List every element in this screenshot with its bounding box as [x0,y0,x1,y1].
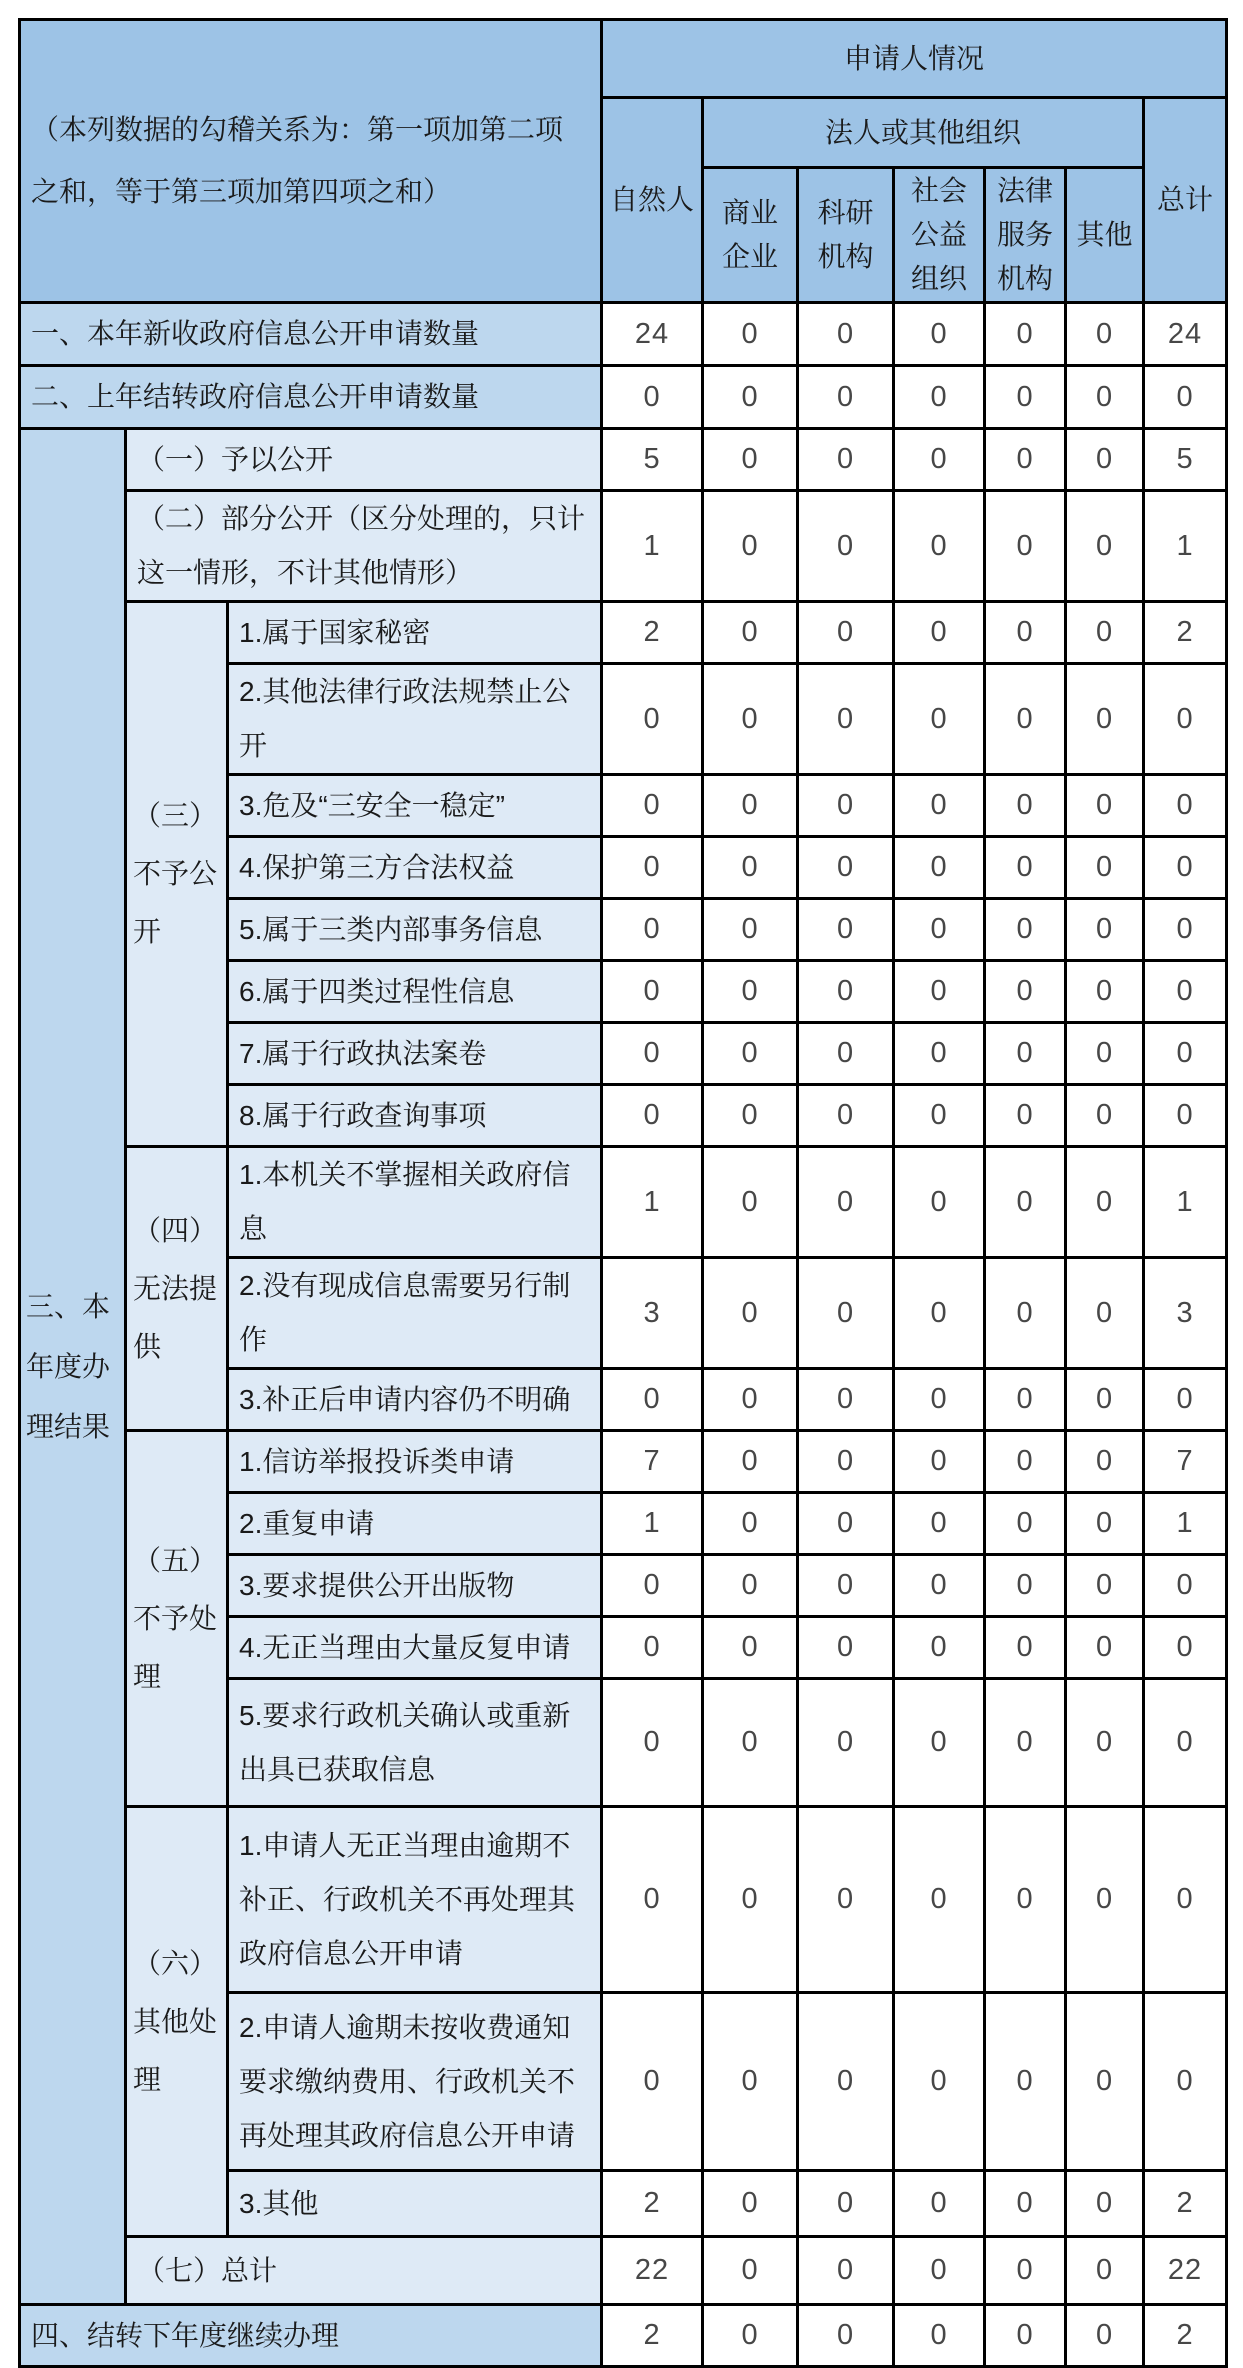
cell-value: 0 [985,491,1066,602]
cell-value: 0 [703,1023,798,1085]
cell-value: 0 [798,366,894,429]
cell-value: 0 [798,2171,894,2237]
cell-value: 0 [1066,1147,1144,1258]
cell-value: 0 [894,2237,985,2305]
cell-value: 0 [985,837,1066,899]
cell-value: 0 [1144,1993,1227,2171]
cell-value: 2 [602,2305,703,2367]
cell-value: 7 [602,1431,703,1493]
cell-value: 0 [894,1807,985,1993]
row-label: 1.属于国家秘密 [228,602,602,664]
cell-value: 0 [703,491,798,602]
cell-value: 0 [894,775,985,837]
row-label: 3.要求提供公开出版物 [228,1555,602,1617]
cell-value: 0 [985,602,1066,664]
row-label: 2.申请人逾期未按收费通知要求缴纳费用、行政机关不再处理其政府信息公开申请 [228,1993,602,2171]
cell-value: 0 [894,2171,985,2237]
row-label: （一）予以公开 [126,429,602,491]
cell-value: 0 [894,602,985,664]
cell-value: 0 [703,1085,798,1147]
cell-value: 0 [985,1258,1066,1369]
info-disclosure-table [18,18,1228,2368]
header-org-type-legal-service: 法律服务机构 [985,168,1066,303]
cell-value: 0 [798,1258,894,1369]
row-label: 1.申请人无正当理由逾期不补正、行政机关不再处理其政府信息公开申请 [228,1807,602,1993]
row-label: 2.重复申请 [228,1493,602,1555]
row-label: 一、本年新收政府信息公开申请数量 [20,303,602,366]
cell-value: 24 [602,303,703,366]
row-label: （二）部分公开（区分处理的，只计这一情形，不计其他情形） [126,491,602,602]
cell-value: 0 [1144,1807,1227,1993]
cell-value: 0 [1144,1679,1227,1807]
cell-value: 0 [798,303,894,366]
cell-value: 0 [985,1617,1066,1679]
cell-value: 0 [602,775,703,837]
header-total: 总计 [1144,98,1227,303]
cell-value: 0 [894,1431,985,1493]
header-org-type-business: 商业企业 [703,168,798,303]
cell-value: 0 [1066,1085,1144,1147]
cell-value: 0 [985,664,1066,775]
cell-value: 0 [602,1807,703,1993]
cell-value: 0 [894,1679,985,1807]
cell-value: 0 [602,961,703,1023]
corner-note: （本列数据的勾稽关系为：第一项加第二项之和，等于第三项加第四项之和） [20,20,602,303]
cell-value: 0 [798,1085,894,1147]
cell-value: 0 [798,2305,894,2367]
cell-value: 0 [894,961,985,1023]
cell-value: 0 [703,2305,798,2367]
cell-value: 22 [1144,2237,1227,2305]
page [0,18,1243,2351]
cell-value: 0 [985,1679,1066,1807]
cell-value: 0 [1066,2305,1144,2367]
cell-value: 1 [602,1147,703,1258]
cell-value: 0 [798,1807,894,1993]
cell-value: 0 [985,2305,1066,2367]
cell-value: 0 [894,664,985,775]
cell-value: 0 [703,2171,798,2237]
cell-value: 0 [798,1993,894,2171]
cell-value: 0 [985,1023,1066,1085]
cell-value: 22 [602,2237,703,2305]
cell-value: 0 [602,899,703,961]
cell-value: 0 [1066,429,1144,491]
cell-value: 0 [985,1807,1066,1993]
cell-value: 0 [985,961,1066,1023]
cell-value: 2 [602,602,703,664]
cell-value: 0 [703,775,798,837]
row-label: 6.属于四类过程性信息 [228,961,602,1023]
cell-value: 0 [985,2237,1066,2305]
cell-value: 0 [798,1147,894,1258]
cell-value: 0 [1144,961,1227,1023]
header-natural-person: 自然人 [602,98,703,303]
group-3-label: （三）不予公开 [126,602,228,1147]
cell-value: 0 [703,1431,798,1493]
cell-value: 0 [1144,837,1227,899]
cell-value: 0 [894,2305,985,2367]
cell-value: 0 [894,1085,985,1147]
cell-value: 0 [798,1555,894,1617]
cell-value: 0 [894,1493,985,1555]
group-4-label: （四）无法提供 [126,1147,228,1431]
cell-value: 0 [602,1085,703,1147]
cell-value: 0 [602,1993,703,2171]
cell-value: 0 [703,1993,798,2171]
row-label: 1.本机关不掌握相关政府信息 [228,1147,602,1258]
header-legal-org-group: 法人或其他组织 [703,98,1144,168]
cell-value: 0 [602,664,703,775]
cell-value: 0 [894,366,985,429]
cell-value: 0 [1066,303,1144,366]
cell-value: 0 [703,1807,798,1993]
cell-value: 0 [703,837,798,899]
row-label: （七）总计 [126,2237,602,2305]
cell-value: 0 [985,2171,1066,2237]
cell-value: 0 [894,1555,985,1617]
cell-value: 0 [1066,602,1144,664]
cell-value: 0 [1066,1555,1144,1617]
row-label: 8.属于行政查询事项 [228,1085,602,1147]
cell-value: 0 [1066,1993,1144,2171]
cell-value: 0 [703,1679,798,1807]
cell-value: 0 [985,1147,1066,1258]
cell-value: 0 [894,1369,985,1431]
cell-value: 0 [1066,366,1144,429]
cell-value: 0 [894,837,985,899]
header-applicant-status: 申请人情况 [602,20,1227,98]
cell-value: 0 [703,1617,798,1679]
cell-value: 0 [985,429,1066,491]
row-label: 1.信访举报投诉类申请 [228,1431,602,1493]
cell-value: 0 [798,1431,894,1493]
cell-value: 0 [798,1493,894,1555]
cell-value: 0 [985,1555,1066,1617]
cell-value: 1 [1144,491,1227,602]
header-org-type-other: 其他 [1066,168,1144,303]
row-label: 5.要求行政机关确认或重新出具已获取信息 [228,1679,602,1807]
cell-value: 0 [1066,664,1144,775]
cell-value: 1 [602,1493,703,1555]
row-label: 二、上年结转政府信息公开申请数量 [20,366,602,429]
cell-value: 0 [1066,899,1144,961]
cell-value: 0 [703,1258,798,1369]
cell-value: 0 [703,2237,798,2305]
cell-value: 1 [1144,1493,1227,1555]
cell-value: 0 [894,1023,985,1085]
cell-value: 0 [798,1369,894,1431]
cell-value: 0 [894,1993,985,2171]
cell-value: 0 [1066,2237,1144,2305]
row-label: 5.属于三类内部事务信息 [228,899,602,961]
row-label: 3.补正后申请内容仍不明确 [228,1369,602,1431]
cell-value: 0 [798,429,894,491]
cell-value: 0 [985,1431,1066,1493]
cell-value: 0 [703,1147,798,1258]
cell-value: 0 [1066,961,1144,1023]
cell-value: 0 [985,1493,1066,1555]
cell-value: 24 [1144,303,1227,366]
header-org-type-research: 科研机构 [798,168,894,303]
cell-value: 0 [1144,1617,1227,1679]
cell-value: 0 [703,899,798,961]
cell-value: 0 [1066,1369,1144,1431]
cell-value: 0 [1144,1369,1227,1431]
cell-value: 0 [798,664,894,775]
cell-value: 0 [1066,1258,1144,1369]
cell-value: 0 [1144,366,1227,429]
cell-value: 0 [894,429,985,491]
group-5-label: （五）不予处理 [126,1431,228,1807]
cell-value: 0 [798,837,894,899]
row-label: 2.其他法律行政法规禁止公开 [228,664,602,775]
cell-value: 0 [798,602,894,664]
cell-value: 0 [985,775,1066,837]
cell-value: 0 [894,1258,985,1369]
cell-value: 0 [1066,775,1144,837]
cell-value: 0 [894,1147,985,1258]
cell-value: 3 [1144,1258,1227,1369]
row-label: 2.没有现成信息需要另行制作 [228,1258,602,1369]
cell-value: 0 [602,1369,703,1431]
cell-value: 0 [985,1993,1066,2171]
cell-value: 1 [1144,1147,1227,1258]
cell-value: 0 [703,1493,798,1555]
cell-value: 0 [798,961,894,1023]
cell-value: 0 [602,1617,703,1679]
cell-value: 0 [798,775,894,837]
cell-value: 0 [985,303,1066,366]
cell-value: 5 [1144,429,1227,491]
cell-value: 0 [703,664,798,775]
row-label: 4.无正当理由大量反复申请 [228,1617,602,1679]
cell-value: 2 [1144,602,1227,664]
cell-value: 0 [1144,1023,1227,1085]
cell-value: 2 [1144,2305,1227,2367]
cell-value: 0 [894,899,985,961]
cell-value: 0 [703,1369,798,1431]
cell-value: 0 [1066,491,1144,602]
cell-value: 0 [703,961,798,1023]
cell-value: 0 [894,1617,985,1679]
cell-value: 0 [1066,1679,1144,1807]
cell-value: 0 [798,491,894,602]
cell-value: 0 [798,1617,894,1679]
cell-value: 0 [1066,1023,1144,1085]
cell-value: 0 [1144,775,1227,837]
row-label: 四、结转下年度继续办理 [20,2305,602,2367]
cell-value: 0 [703,602,798,664]
cell-value: 0 [985,899,1066,961]
cell-value: 0 [985,366,1066,429]
cell-value: 0 [703,429,798,491]
cell-value: 0 [703,1555,798,1617]
cell-value: 0 [602,1555,703,1617]
cell-value: 0 [602,366,703,429]
cell-value: 0 [602,1023,703,1085]
cell-value: 3 [602,1258,703,1369]
cell-value: 0 [985,1085,1066,1147]
cell-value: 0 [1066,837,1144,899]
section-3-label: 三、本年度办理结果 [20,429,126,2305]
cell-value: 0 [1144,899,1227,961]
cell-value: 0 [798,1679,894,1807]
group-6-label: （六）其他处理 [126,1807,228,2237]
cell-value: 1 [602,491,703,602]
cell-value: 7 [1144,1431,1227,1493]
cell-value: 0 [602,837,703,899]
cell-value: 0 [798,1023,894,1085]
row-label: 4.保护第三方合法权益 [228,837,602,899]
row-label: 3.危及“三安全一稳定” [228,775,602,837]
cell-value: 0 [1066,1617,1144,1679]
cell-value: 0 [894,491,985,602]
cell-value: 0 [894,303,985,366]
cell-value: 0 [703,303,798,366]
cell-value: 0 [1066,1493,1144,1555]
cell-value: 0 [1066,1807,1144,1993]
cell-value: 0 [1144,664,1227,775]
cell-value: 0 [703,366,798,429]
cell-value: 2 [602,2171,703,2237]
cell-value: 0 [985,1369,1066,1431]
cell-value: 0 [1066,2171,1144,2237]
cell-value: 2 [1144,2171,1227,2237]
cell-value: 0 [1144,1085,1227,1147]
row-label: 7.属于行政执法案卷 [228,1023,602,1085]
cell-value: 0 [1144,1555,1227,1617]
cell-value: 0 [798,2237,894,2305]
cell-value: 0 [1066,1431,1144,1493]
row-label: 3.其他 [228,2171,602,2237]
cell-value: 0 [798,899,894,961]
cell-value: 0 [602,1679,703,1807]
header-org-type-public-welfare: 社会公益组织 [894,168,985,303]
cell-value: 5 [602,429,703,491]
